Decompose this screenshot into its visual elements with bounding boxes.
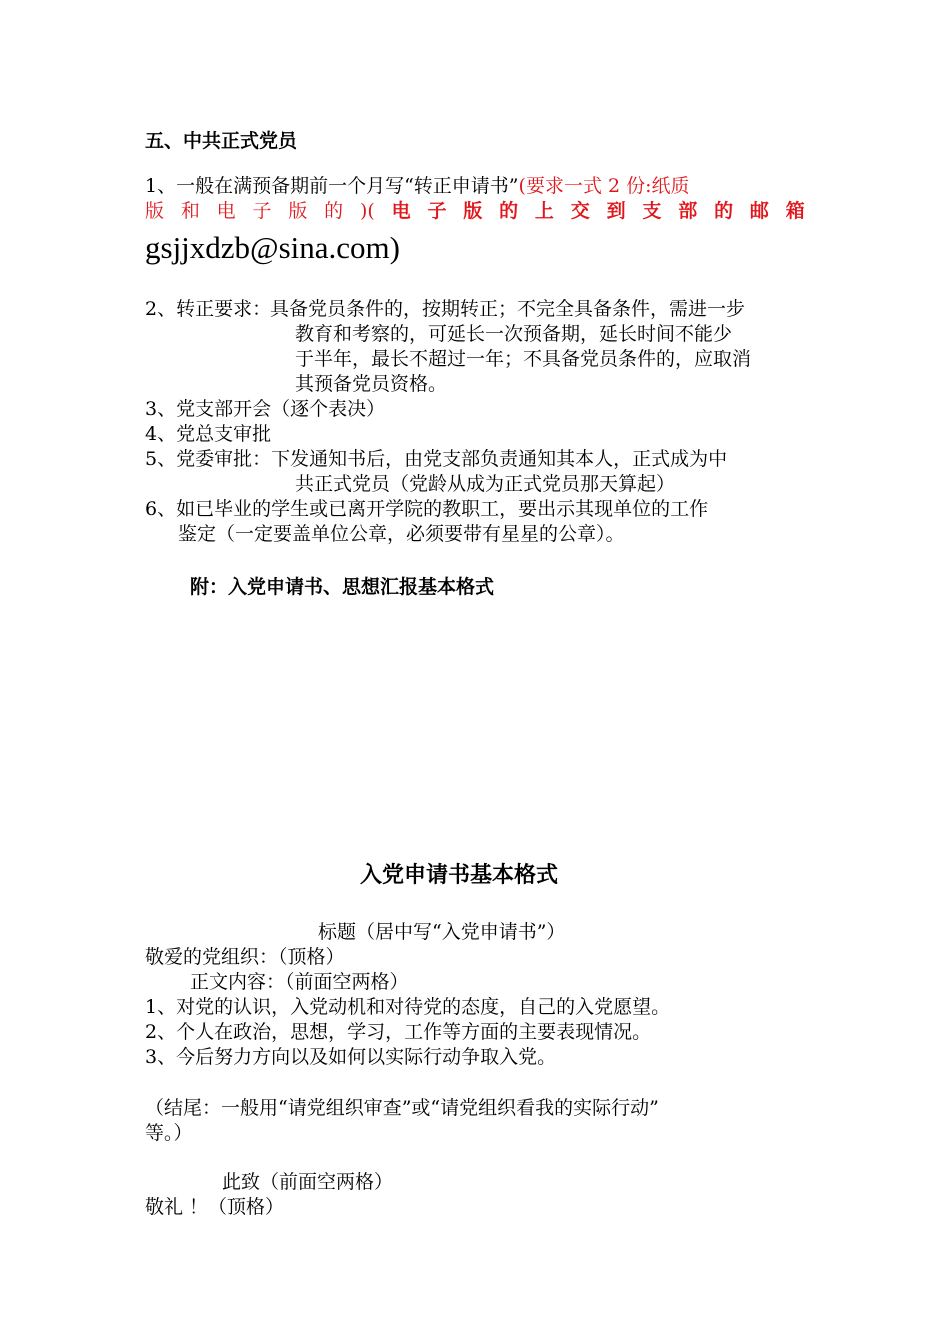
spaced-char: 到 [606, 200, 626, 222]
item-1-red-note: (要求一式 2 份:纸质 [518, 175, 690, 197]
item-4: 4、党总支审批 [145, 423, 272, 445]
format-title: 入党申请书基本格式 [360, 863, 559, 888]
item-1-prefix: 1、一般在满预备期前一个月写“转正申请书” [145, 175, 519, 197]
spaced-char: 电 [391, 200, 411, 222]
item-2-line-2: 教育和考察的，可延长一次预备期，延长时间不能少 [295, 323, 733, 345]
spaced-char: 部 [678, 200, 698, 222]
email-address: gsjjxdzb@sina.com) [145, 230, 400, 265]
item-1-line-1 [145, 174, 690, 199]
item-1-line-2 [145, 199, 805, 224]
format-line-title: 标题（居中写“入党申请书”） [318, 921, 566, 943]
spaced-char: 子 [252, 200, 272, 222]
spaced-char: 邮 [749, 200, 769, 222]
item-6-line-2: 鉴定（一定要盖单位公章，必须要带有星星的公章）。 [178, 523, 625, 545]
spaced-char: 支 [642, 200, 662, 222]
format-ending-line-1: （结尾：一般用“请党组织审查”或“请党组织看我的实际行动” [145, 1097, 659, 1119]
format-closing-1: 此致（前面空两格） [222, 1171, 394, 1193]
spaced-char: 的 [714, 200, 734, 222]
format-point-2: 2、个人在政治，思想，学习，工作等方面的主要表现情况。 [145, 1021, 652, 1043]
spaced-char: 上 [534, 200, 554, 222]
format-closing-2: 敬礼 ！（顶格） [145, 1196, 285, 1218]
format-ending-line-2: 等。） [145, 1122, 193, 1144]
item-2-label: 2、转正要求： [145, 298, 272, 320]
spaced-char: 版 [145, 200, 165, 222]
spaced-char: 子 [427, 200, 447, 222]
item-6-line-1: 6、如已毕业的学生或已离开学院的教职工，要出示其现单位的工作 [145, 498, 709, 520]
item-5-line-2: 共正式党员（党龄从成为正式党员那天算起） [295, 473, 676, 495]
spaced-char: 和 [180, 200, 200, 222]
spaced-char: 的 [499, 200, 519, 222]
appendix-heading: 附：入党申请书、思想汇报基本格式 [190, 576, 495, 598]
spaced-char: 版 [288, 200, 308, 222]
spaced-char: 交 [570, 200, 590, 222]
section-heading: 五、中共正式党员 [145, 130, 298, 152]
item-2-line-3: 于半年，最长不超过一年；不具备党员条件的，应取消 [295, 348, 752, 370]
format-line-body: 正文内容：（前面空两格） [190, 971, 409, 993]
format-line-salutation: 敬爱的党组织：（顶格） [145, 946, 345, 968]
spaced-char: )( [359, 200, 375, 222]
item-2-line-4: 其预备党员资格。 [295, 373, 448, 395]
spaced-char: 版 [463, 200, 483, 222]
item-2-line-1: 具备党员条件的，按期转正；不完全具备条件，需进一步 [270, 298, 746, 320]
spaced-char: 的 [324, 200, 344, 222]
spaced-char: 电 [216, 200, 236, 222]
item-3: 3、党支部开会（逐个表决） [145, 398, 386, 420]
item-5-line-1: 5、党委审批：下发通知书后，由党支部负责通知其本人，正式成为中 [145, 448, 728, 470]
format-point-3: 3、今后努力方向以及如何以实际行动争取入党。 [145, 1046, 557, 1068]
format-point-1: 1、对党的认识，入党动机和对待党的态度，自己的入党愿望。 [145, 996, 671, 1018]
spaced-char: 箱 [785, 200, 805, 222]
